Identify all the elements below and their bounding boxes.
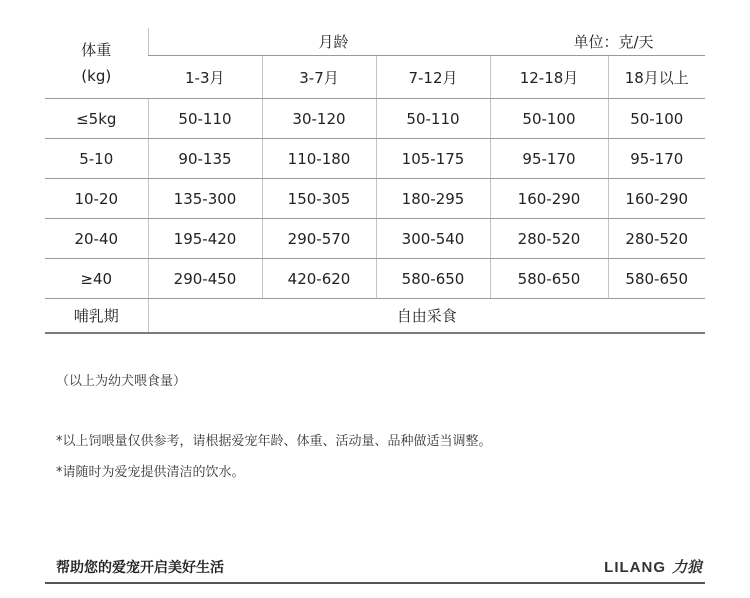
amount-cell: 135-300 xyxy=(148,179,262,219)
weight-cell: 5-10 xyxy=(45,139,148,179)
amount-cell: 160-290 xyxy=(490,179,608,219)
weight-cell: 20-40 xyxy=(45,219,148,259)
adjust-note: *以上饲喂量仅供参考，请根据爱宠年龄、体重、活动量、品种做适当调整。 xyxy=(56,434,492,449)
amount-cell: 580-650 xyxy=(608,259,705,299)
lactation-label: 哺乳期 xyxy=(45,299,148,334)
amount-cell: 95-170 xyxy=(490,139,608,179)
weight-cell: ≥40 xyxy=(45,259,148,299)
lactation-value: 自由采食 xyxy=(148,299,705,334)
weight-header xyxy=(45,28,148,99)
amount-cell: 580-650 xyxy=(376,259,490,299)
table-row xyxy=(45,99,705,139)
amount-cell: 280-520 xyxy=(608,219,705,259)
slogan: 帮助您的爱宠开启美好生活 xyxy=(56,560,224,576)
puppy-note: （以上为幼犬喂食量） xyxy=(56,374,187,389)
amount-cell: 110-180 xyxy=(262,139,376,179)
age-column-header: 7-12月 xyxy=(376,56,490,99)
unit-header: 单位：克/天 xyxy=(573,33,654,51)
footer-divider xyxy=(45,582,705,584)
weight-cell: 10-20 xyxy=(45,179,148,219)
age-header-cell xyxy=(148,28,705,56)
amount-cell: 105-175 xyxy=(376,139,490,179)
amount-cell: 180-295 xyxy=(376,179,490,219)
amount-cell: 50-110 xyxy=(376,99,490,139)
weight-header-label: 体重 xyxy=(81,41,112,59)
amount-cell: 50-110 xyxy=(148,99,262,139)
feeding-table xyxy=(45,28,705,334)
amount-cell: 90-135 xyxy=(148,139,262,179)
amount-cell: 50-100 xyxy=(608,99,705,139)
weight-header-unit: (kg) xyxy=(81,67,112,85)
amount-cell: 50-100 xyxy=(490,99,608,139)
table-row xyxy=(45,139,705,179)
amount-cell: 290-450 xyxy=(148,259,262,299)
table-row-lactation xyxy=(45,299,705,334)
amount-cell: 30-120 xyxy=(262,99,376,139)
age-column-header: 12-18月 xyxy=(490,56,608,99)
age-column-header: 1-3月 xyxy=(148,56,262,99)
age-column-header: 18月以上 xyxy=(608,56,705,99)
amount-cell: 290-570 xyxy=(262,219,376,259)
amount-cell: 195-420 xyxy=(148,219,262,259)
brand-name-cjk: 力狼 xyxy=(671,558,702,576)
amount-cell: 95-170 xyxy=(608,139,705,179)
table-row xyxy=(45,219,705,259)
amount-cell: 580-650 xyxy=(490,259,608,299)
table-row xyxy=(45,179,705,219)
age-header: 月龄 xyxy=(318,33,349,51)
amount-cell: 160-290 xyxy=(608,179,705,219)
amount-cell: 420-620 xyxy=(262,259,376,299)
age-column-header: 3-7月 xyxy=(262,56,376,99)
amount-cell: 280-520 xyxy=(490,219,608,259)
table-row xyxy=(45,259,705,299)
brand-logo xyxy=(604,556,702,577)
brand-name-latin: LILANG xyxy=(604,559,666,576)
amount-cell: 150-305 xyxy=(262,179,376,219)
water-note: *请随时为爱宠提供清洁的饮水。 xyxy=(56,465,245,480)
weight-cell: ≤5kg xyxy=(45,99,148,139)
amount-cell: 300-540 xyxy=(376,219,490,259)
